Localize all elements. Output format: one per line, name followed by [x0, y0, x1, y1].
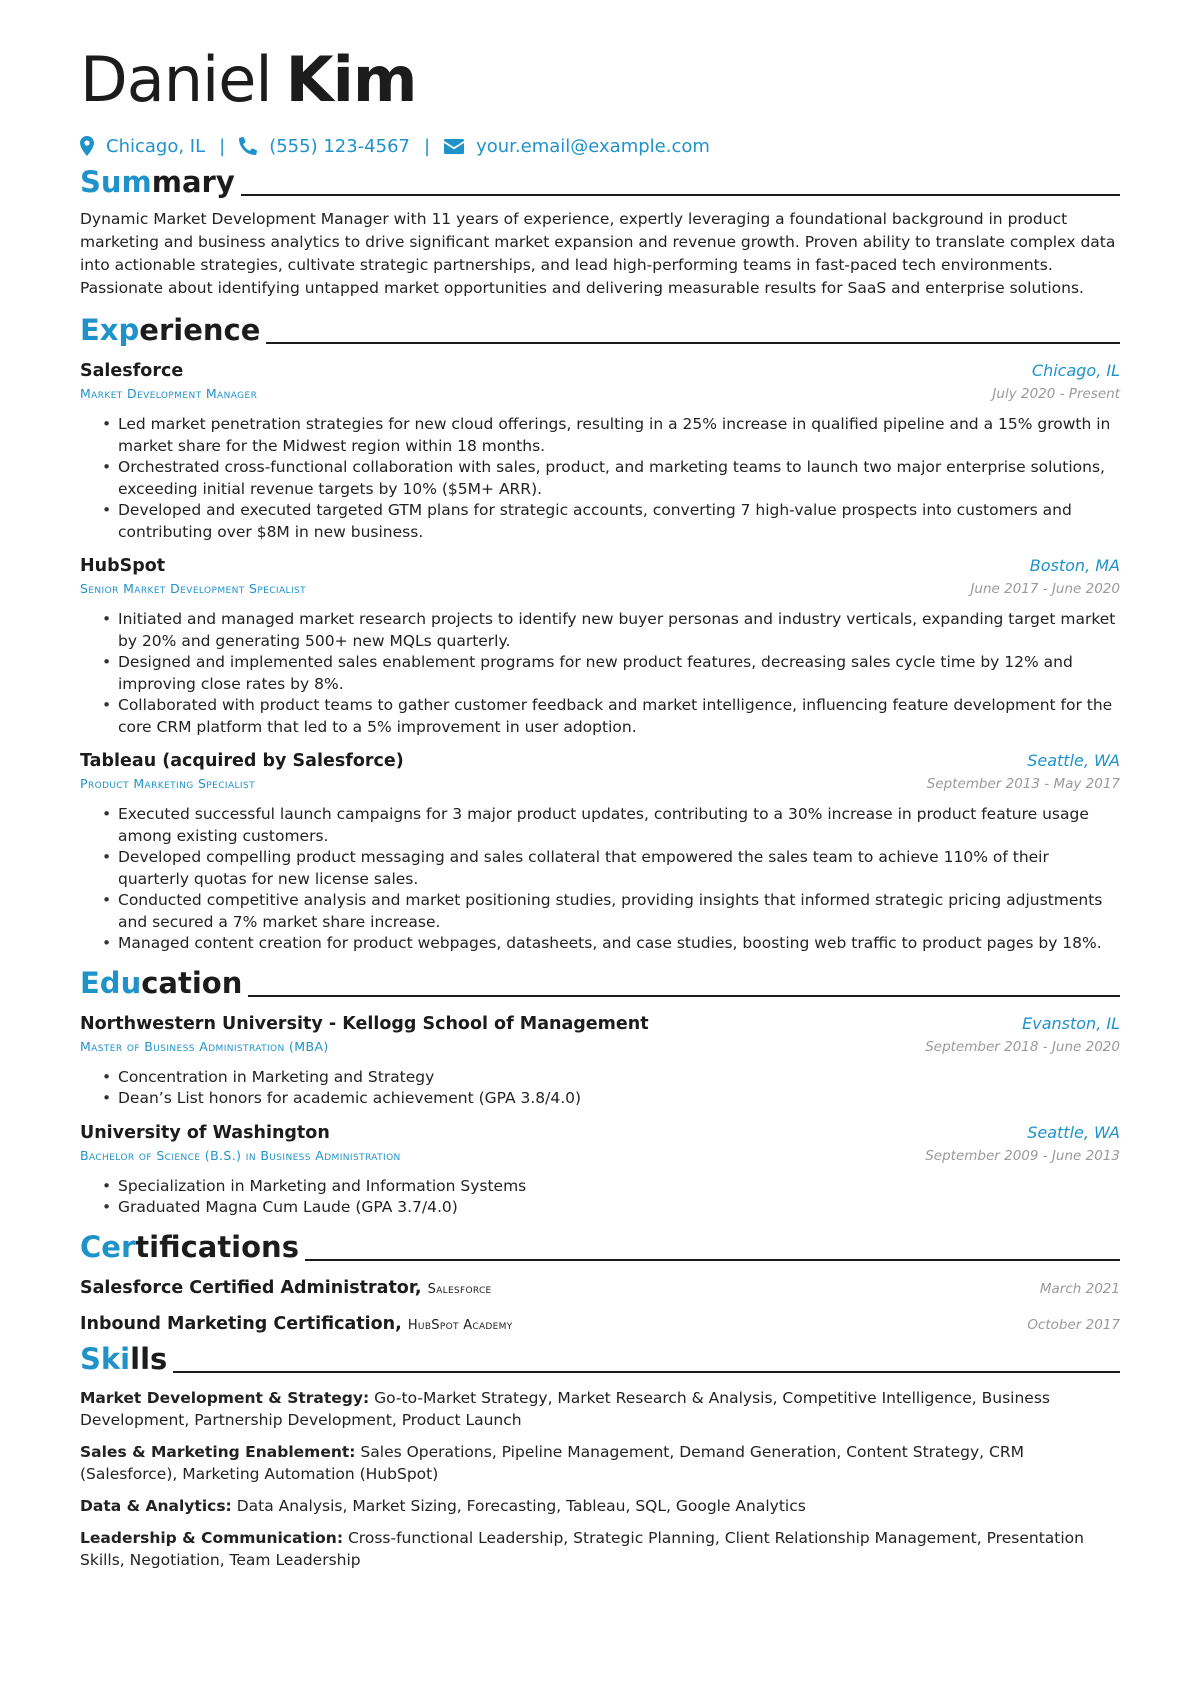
job-title: Market Development Manager: [80, 386, 258, 401]
contact-location: [80, 136, 205, 157]
section-title: Skills: [80, 1341, 168, 1376]
list-item: • Collaborated with product teams to gather customer feedback and market intelligence, influencing feature development for the core CRM platform that led to a 5% improvement in user adoption.: [118, 695, 1120, 738]
contact-separator: |: [219, 135, 226, 157]
resume-page: [80, 40, 1120, 1571]
section-rule: [266, 342, 1120, 344]
job-dates: September 2013 - May 2017: [926, 776, 1120, 792]
list-item: • Orchestrated cross-functional collaboration with sales, product, and marketing teams to launch two major enterprise solutions, exceeding initial revenue targets by 10% ($5M+ ARR).: [118, 457, 1120, 500]
education-dates: September 2018 - June 2020: [925, 1038, 1120, 1055]
job-bullets: [80, 414, 1120, 543]
contact-separator: |: [424, 135, 431, 157]
list-item: • Developed compelling product messaging and sales collateral that empowered the sales team to achieve 110% of their quarterly quotas for new license sales.: [118, 847, 1120, 890]
section-rule: [173, 1371, 1120, 1373]
job-entry: [80, 748, 1120, 955]
envelope-icon: [444, 139, 476, 154]
certification-item: Salesforce Certified Administrator, Salesforce March 2021: [80, 1277, 1120, 1298]
skill-items: Cross-functional Leadership, Strategic Planning, Client Relationship Management, Presentation Skills, Negotiation, Team Leadership: [80, 1528, 1084, 1569]
job-title: Senior Market Development Specialist: [80, 581, 307, 596]
degree: Bachelor of Science (B.S.) in Business Administration: [80, 1147, 401, 1163]
last-name: Kim: [285, 43, 417, 116]
list-item: • Dean’s List honors for academic achievement (GPA 3.8/4.0): [118, 1088, 1120, 1110]
skill-category: Leadership & Communication:: [80, 1528, 344, 1547]
candidate-name: [80, 40, 1120, 120]
company-name: Tableau (acquired by Salesforce): [80, 751, 404, 771]
education-dates: September 2009 - June 2013: [925, 1147, 1120, 1164]
list-item: • Developed and executed targeted GTM plans for strategic accounts, converting 7 high-value prospects into customers and contributing over $8M in new business.: [118, 500, 1120, 543]
certification-issuer: Salesforce: [427, 1281, 492, 1297]
skill-items: Sales Operations, Pipeline Management, Demand Generation, Content Strategy, CRM (Salesforce), Marketing Automation (HubSpot): [80, 1442, 1025, 1483]
list-item: • Executed successful launch campaigns for 3 major product updates, contributing to a 30% increase in product feature usage among existing customers.: [118, 804, 1120, 847]
list-item: • Conducted competitive analysis and market positioning studies, providing insights that informed strategic pricing adjustments and secured a 7% market share increase.: [118, 890, 1120, 933]
skill-group: [80, 1441, 1120, 1485]
job-bullets: [80, 804, 1120, 955]
summary-text: Dynamic Market Development Manager with 11 years of experience, expertly leveraging a foundational background in product marketing and business analytics to drive significant market expansion and revenue growth. Proven ability to translate complex data into actionable strategies, cultivate strategic partnerships, and lead high-performing teams in fast-paced tech environments. Passionate about identifying untapped market opportunities and delivering measurable results for SaaS and enterprise solutions.: [80, 210, 1116, 297]
certification-date: March 2021: [1039, 1280, 1120, 1297]
skill-items: Go-to-Market Strategy, Market Research & Analysis, Competitive Intelligence, Business Development, Partnership Development, Product Launch: [80, 1388, 1050, 1429]
education-bullets: [80, 1176, 1120, 1219]
education-entry: [80, 1011, 1120, 1110]
education-entry: [80, 1120, 1120, 1219]
list-item: • Led market penetration strategies for new cloud offerings, resulting in a 25% increase in qualified pipeline and a 15% growth in market share for the Midwest region within 18 months.: [118, 414, 1120, 457]
skill-group: [80, 1495, 1120, 1517]
first-name: Daniel: [80, 43, 272, 116]
school-name: University of Washington: [80, 1122, 330, 1143]
certification-item: Inbound Marketing Certification, HubSpot Academy October 2017: [80, 1313, 1120, 1334]
list-item: • Graduated Magna Cum Laude (GPA 3.7/4.0): [118, 1197, 1120, 1219]
education-bullets: [80, 1067, 1120, 1110]
section-rule: [305, 1259, 1120, 1261]
location-text: Chicago, IL: [106, 135, 206, 157]
skill-group: [80, 1527, 1120, 1571]
school-location: Evanston, IL: [1022, 1013, 1120, 1033]
job-bullets: [80, 609, 1120, 738]
company-name: HubSpot: [80, 556, 166, 576]
skill-group: [80, 1387, 1120, 1431]
experience-heading: [80, 308, 1120, 348]
section-title: Summary: [80, 165, 235, 199]
section-title: Experience: [80, 313, 261, 347]
certification-name: Salesforce Certified Administrator: [80, 1277, 415, 1298]
job-entry: [80, 358, 1120, 543]
certifications-heading: [80, 1225, 1120, 1265]
summary-heading: [80, 160, 1120, 200]
certification-date: October 2017: [1027, 1316, 1120, 1333]
school-name: Northwestern University - Kellogg School of Management: [80, 1013, 649, 1034]
job-dates: June 2017 - June 2020: [970, 581, 1120, 597]
certification-name: Inbound Marketing Certification: [80, 1313, 396, 1334]
certification-issuer: HubSpot Academy: [407, 1317, 513, 1333]
phone-text: (555) 123-4567: [269, 135, 410, 157]
skill-items: Data Analysis, Market Sizing, Forecasting, Tableau, SQL, Google Analytics: [236, 1496, 806, 1515]
map-pin-icon: [80, 136, 106, 156]
contact-bar: [80, 132, 1120, 160]
list-item: • Managed content creation for product webpages, datasheets, and case studies, boosting web traffic to product pages by 18%.: [118, 933, 1120, 955]
email-text: your.email@example.com: [476, 135, 710, 157]
skills-heading: [80, 1337, 1120, 1377]
company-name: Salesforce: [80, 361, 184, 381]
list-item: • Designed and implemented sales enablement programs for new product features, decreasing sales cycle time by 12% and improving close rates by 8%.: [118, 652, 1120, 695]
contact-phone[interactable]: [239, 136, 410, 157]
list-item: • Concentration in Marketing and Strategy: [118, 1067, 1120, 1089]
skill-category: Sales & Marketing Enablement:: [80, 1442, 356, 1461]
section-title: Education: [80, 965, 243, 1000]
job-title: Product Marketing Specialist: [80, 776, 255, 791]
list-item: • Specialization in Marketing and Information Systems: [118, 1176, 1120, 1198]
phone-icon: [239, 137, 269, 155]
job-location: Seattle, WA: [1027, 751, 1120, 770]
job-location: Chicago, IL: [1031, 361, 1120, 380]
skill-category: Data & Analytics:: [80, 1496, 232, 1515]
job-entry: [80, 553, 1120, 738]
job-dates: July 2020 - Present: [992, 386, 1120, 402]
section-rule: [248, 995, 1120, 997]
section-rule: [241, 194, 1120, 196]
school-location: Seattle, WA: [1027, 1122, 1120, 1142]
skill-category: Market Development & Strategy:: [80, 1388, 370, 1407]
job-location: Boston, MA: [1029, 556, 1120, 575]
list-item: • Initiated and managed market research projects to identify new buyer personas and industry verticals, expanding target market by 20% and generating 500+ new MQLs quarterly.: [118, 609, 1120, 652]
contact-email[interactable]: [444, 136, 710, 157]
education-heading: [80, 961, 1120, 1001]
degree: Master of Business Administration (MBA): [80, 1038, 329, 1054]
section-title: Certifications: [80, 1229, 299, 1264]
